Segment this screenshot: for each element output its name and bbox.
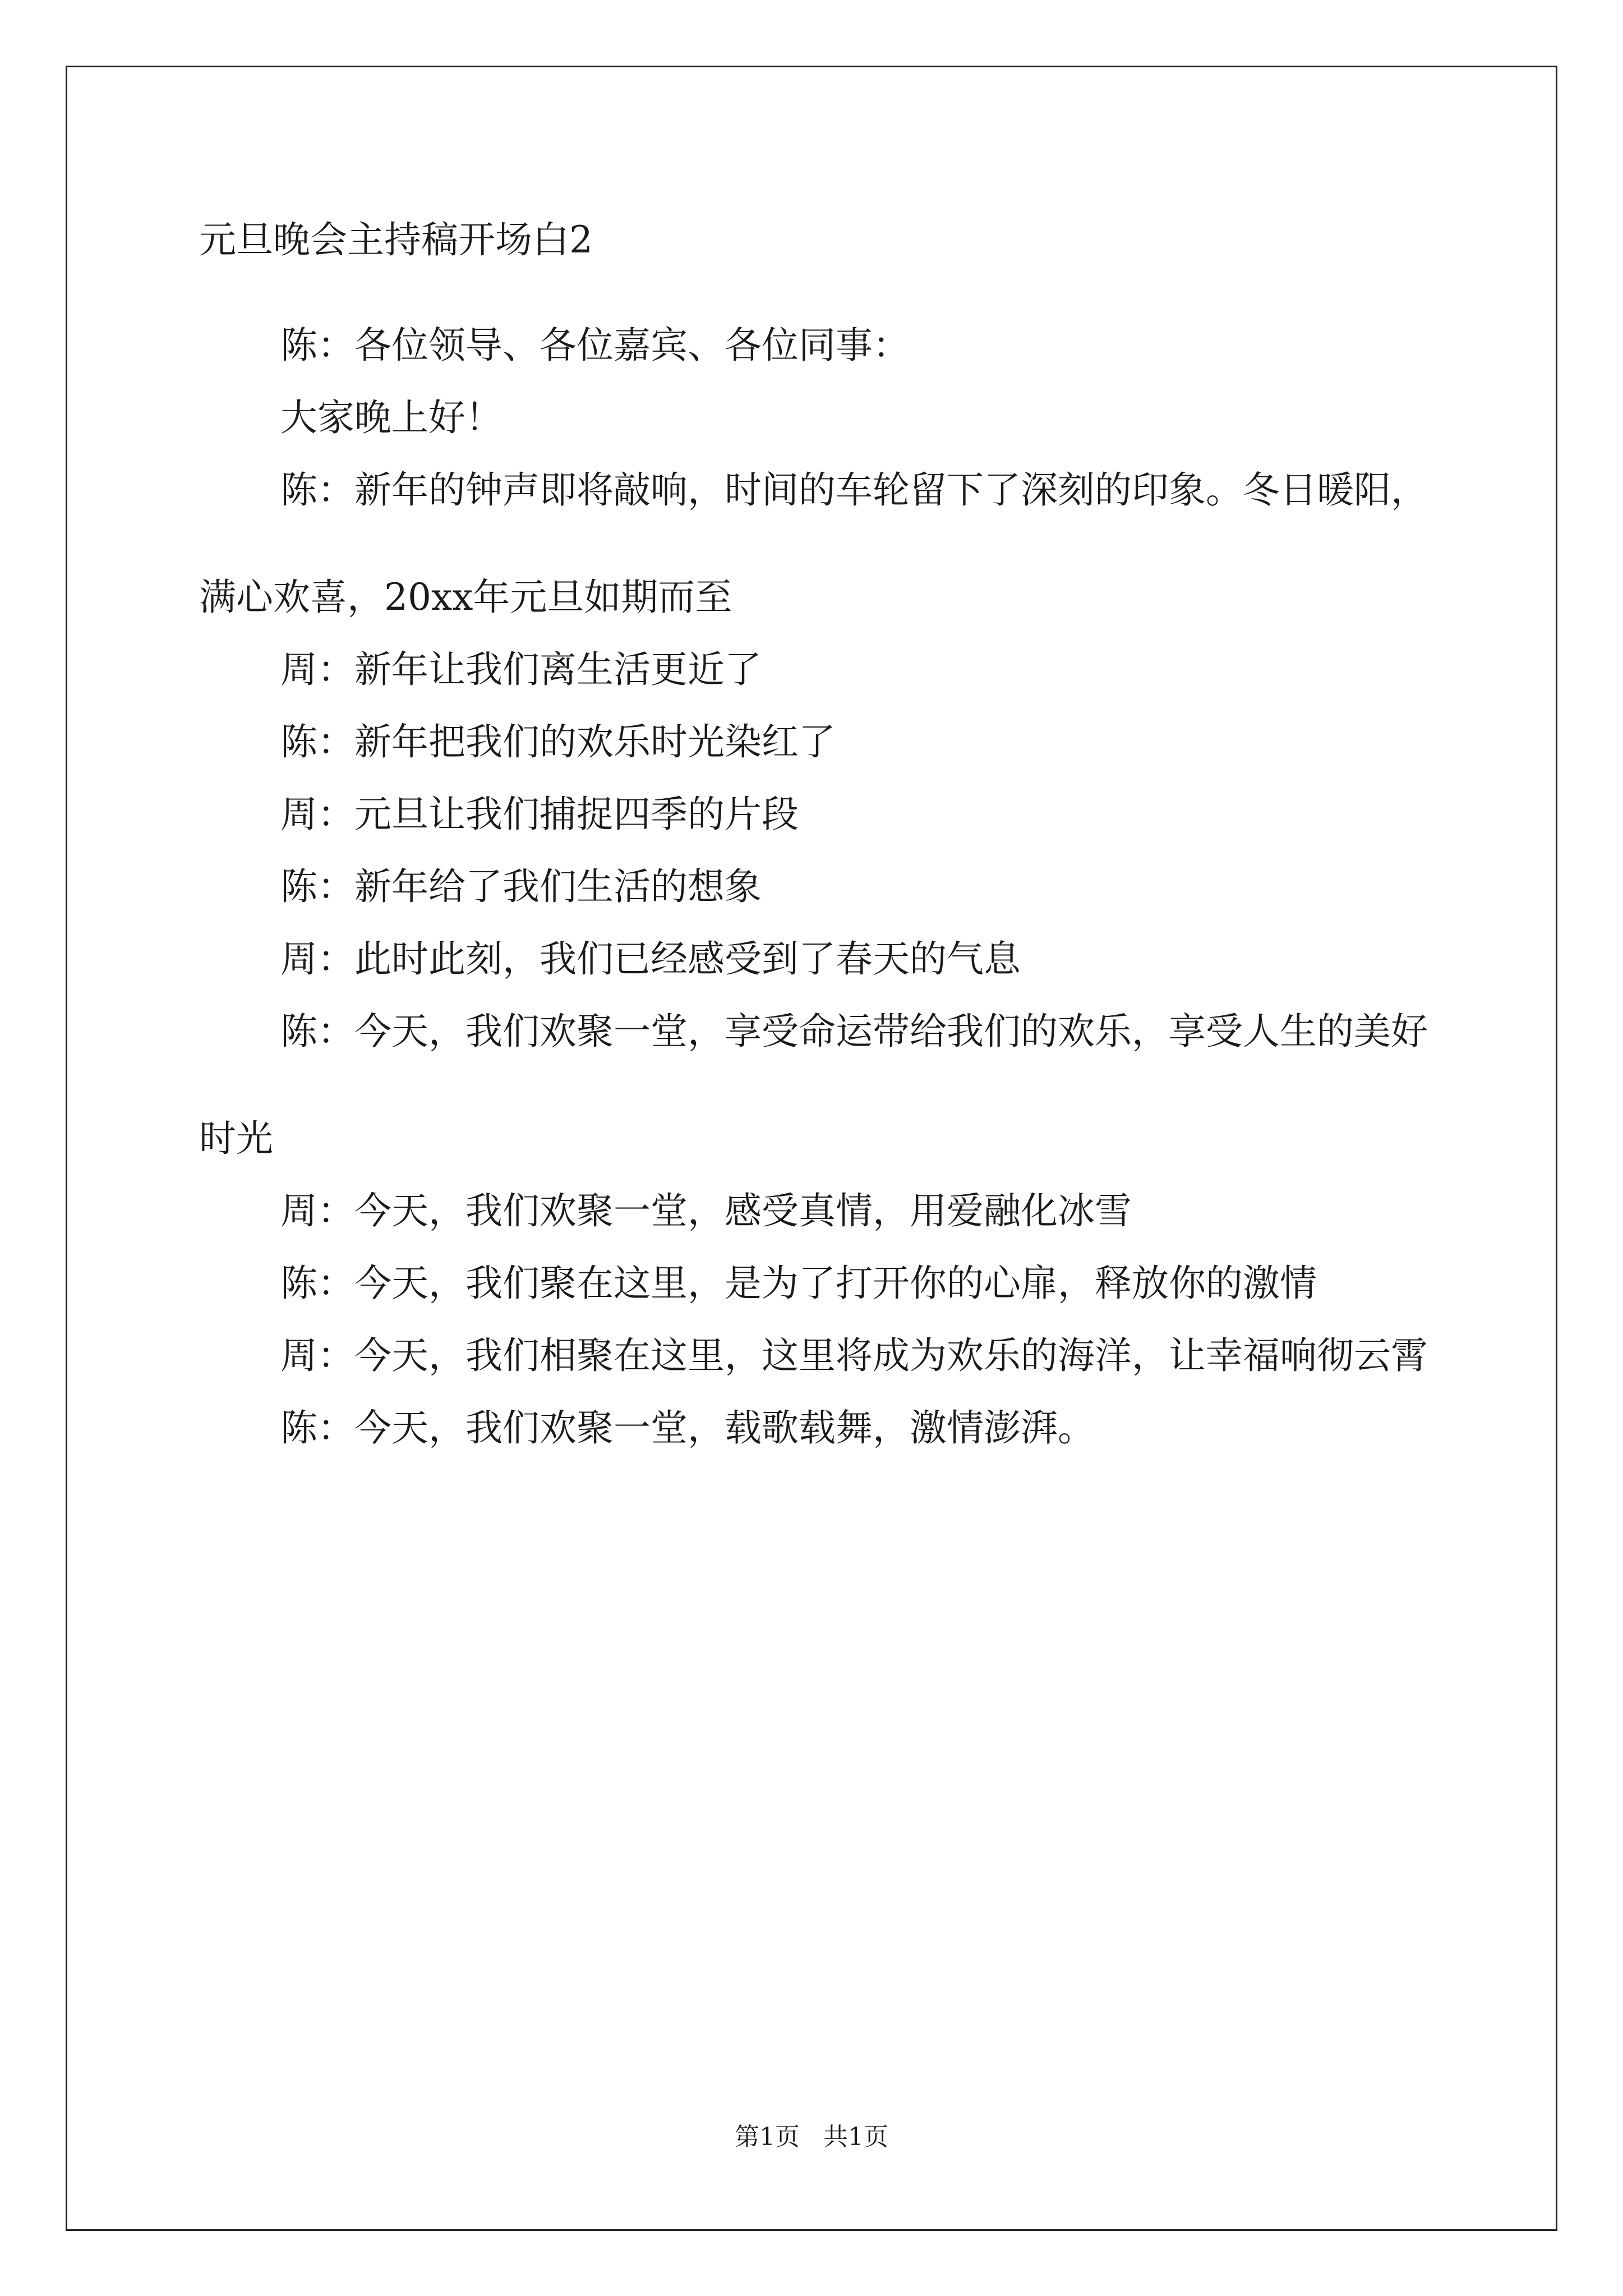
- paragraph: 陈：新年的钟声即将敲响，时间的车轮留下了深刻的印象。冬日暖阳，满心欢喜，20xx年元旦如期而至: [199, 468, 1428, 619]
- paragraph: 大家晚上好！: [280, 396, 502, 439]
- paragraph: 周：元旦让我们捕捉四季的片段: [280, 793, 799, 836]
- paragraph: 周：新年让我们离生活更近了: [280, 648, 762, 691]
- paragraph: 陈：今天，我们欢聚一堂，载歌载舞，激情澎湃。: [280, 1406, 1095, 1450]
- paragraph: 周：今天，我们相聚在这里，这里将成为欢乐的海洋，让幸福响彻云霄: [280, 1334, 1428, 1377]
- document-body: [199, 218, 1433, 1481]
- page-number-footer: 第1页 共1页: [735, 2123, 888, 2151]
- paragraph: 周：此时此刻，我们已经感受到了春天的气息: [280, 937, 1021, 981]
- paragraph: 陈：新年把我们的欢乐时光染红了: [280, 720, 836, 763]
- paragraph: 陈：今天，我们聚在这里，是为了打开你的心扉，释放你的激情: [280, 1262, 1317, 1305]
- paragraph: 陈：各位领导、各位嘉宾、各位同事：: [280, 324, 910, 367]
- document-title: 元旦晚会主持稿开场白2: [199, 218, 593, 261]
- paragraph: 周：今天，我们欢聚一堂，感受真情，用爱融化冰雪: [280, 1189, 1132, 1232]
- paragraph: 陈：今天，我们欢聚一堂，享受命运带给我们的欢乐，享受人生的美好时光: [199, 1010, 1428, 1160]
- paragraph: 陈：新年给了我们生活的想象: [280, 865, 762, 908]
